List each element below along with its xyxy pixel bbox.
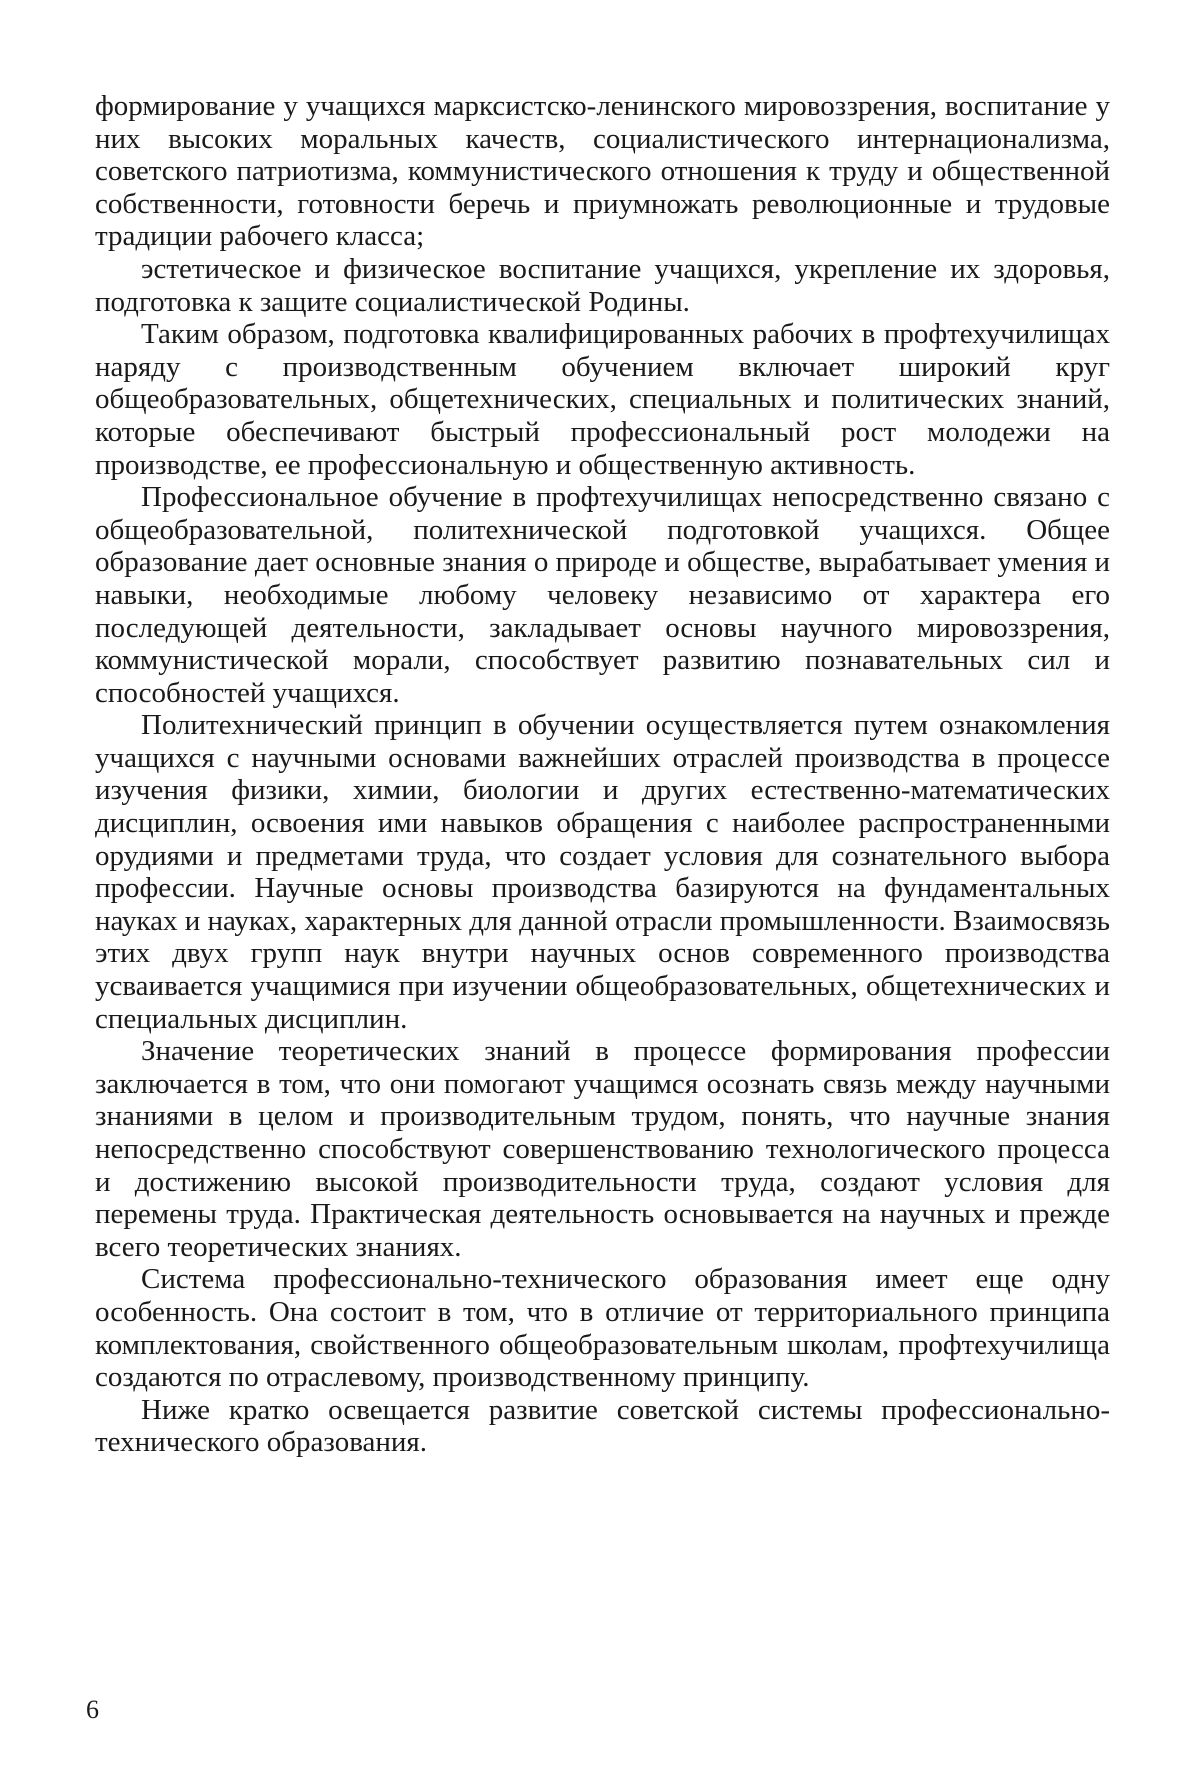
paragraph-5: Политехнический принцип в обучении осуществляется путем ознакомления учащихся с научными основами важнейших отраслей производства в процессе изучения физики, химии, биологии и других естественно-математических дисциплин, освоения ими навыков обращения с наиболее распространенными орудиями и предметами труда, что создает условия для сознательного выбора профессии. Научные основы производства базируются на фундаментальных науках и науках, характерных для данной отрасли промышленности. Взаимосвязь этих двух групп наук внутри научных основ современного производства усваивается учащимися при изучении общеобразовательных, общетехнических и специальных дисциплин. [95,709,1110,1035]
paragraph-7: Система профессионально-технического образования имеет еще одну особенность. Она состоит в том, что в отличие от территориального принципа комплектования, свойственного общеобразовательным школам, профтехучилища создаются по отраслевому, производственному принципу. [95,1263,1110,1393]
paragraph-6: Значение теоретических знаний в процессе формирования профессии заключается в том, что они помогают учащимся осознать связь между научными знаниями в целом и производительным трудом, понять, что научные знания непосредственно способствуют совершенствованию технологического процесса и достижению высокой производительности труда, создают условия для перемены труда. Практическая деятельность основывается на научных и прежде всего теоретических знаниях. [95,1035,1110,1263]
paragraph-2: эстетическое и физическое воспитание учащихся, укрепление их здоровья, подготовка к защите социалистической Родины. [95,253,1110,318]
paragraph-3: Таким образом, подготовка квалифицированных рабочих в профтехучилищах наряду с производственным обучением включает широкий круг общеобразовательных, общетехнических, специальных и политических знаний, которые обеспечивают быстрый профессиональный рост молодежи на производстве, ее профессиональную и общественную активность. [95,318,1110,481]
paragraph-8: Ниже кратко освещается развитие советской системы профессионально-технического образования. [95,1394,1110,1459]
page-body [95,90,1110,1459]
paragraph-4: Профессиональное обучение в профтехучилищах непосредственно связано с общеобразовательной, политехнической подготовкой учащихся. Общее образование дает основные знания о природе и обществе, вырабатывает умения и навыки, необходимые любому человеку независимо от характера его последующей деятельности, закладывает основы научного мировоззрения, коммунистической морали, способствует развитию познавательных сил и способностей учащихся. [95,481,1110,709]
paragraph-1: формирование у учащихся марксистско-ленинского мировоззрения, воспитание у них высоких моральных качеств, социалистического интернационализма, советского патриотизма, коммунистического отношения к труду и общественной собственности, готовности беречь и приумножать революционные и трудовые традиции рабочего класса; [95,90,1110,253]
page-number: 6 [86,1695,99,1725]
